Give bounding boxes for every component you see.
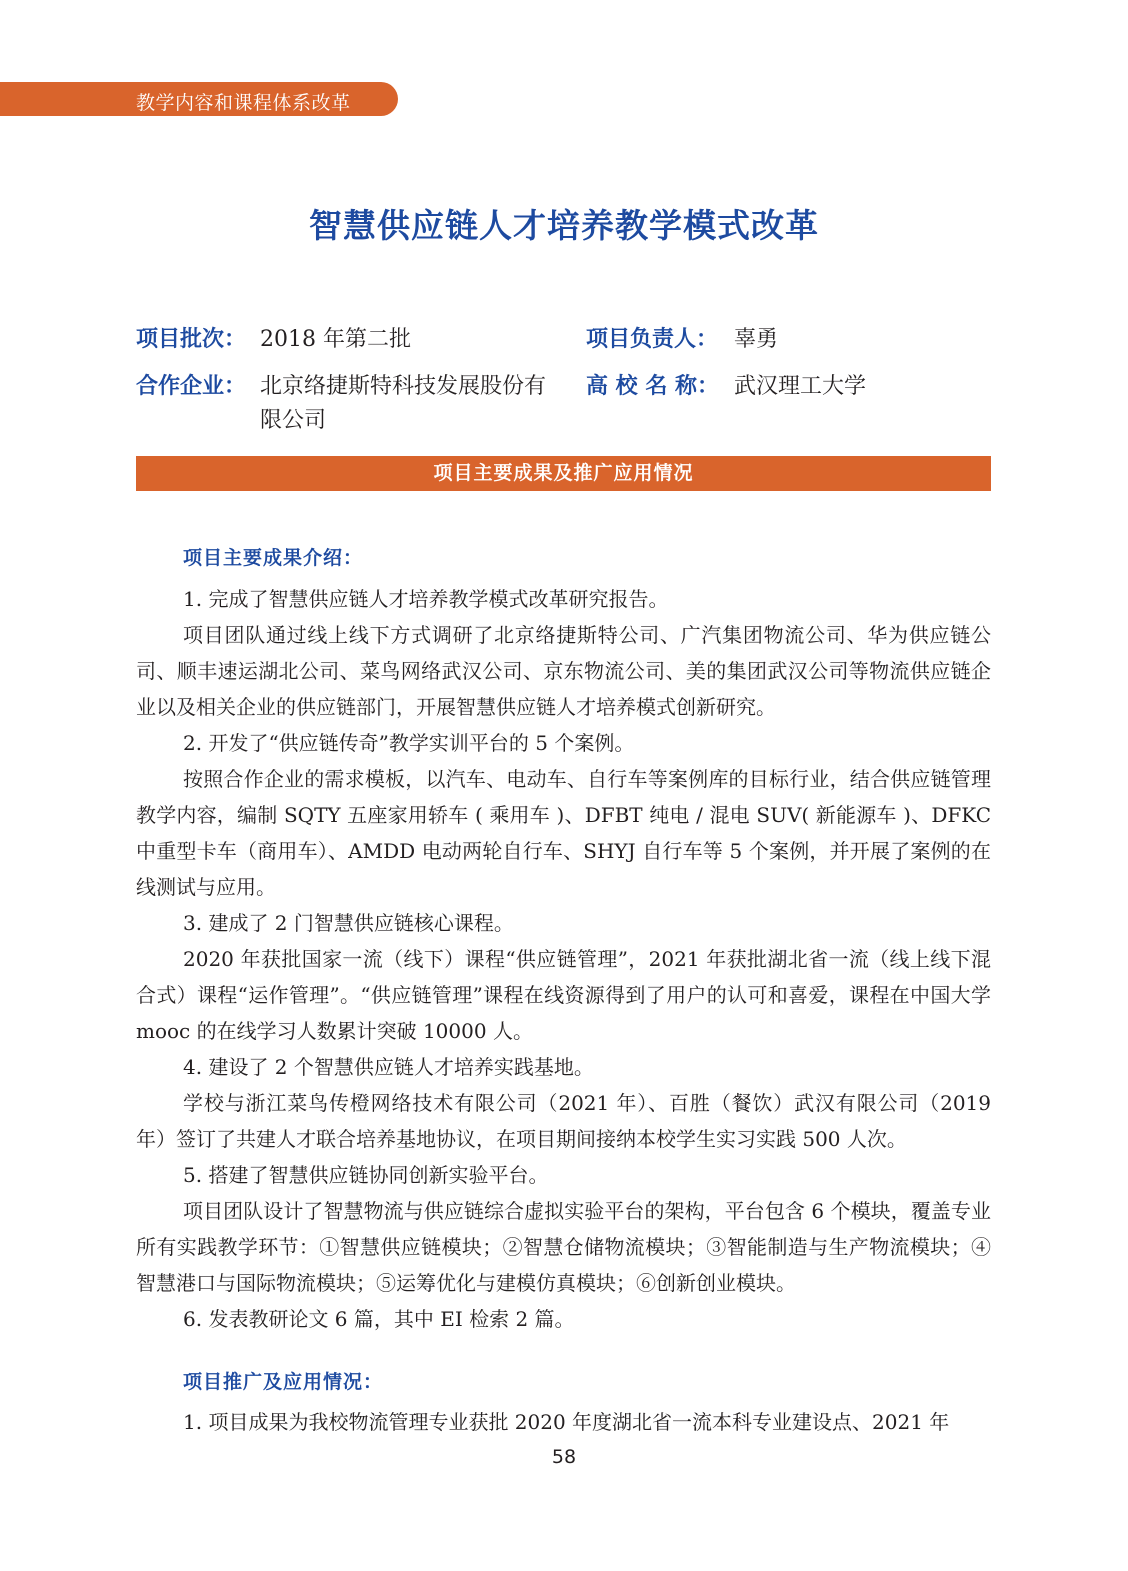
paragraph: 6. 发表教研论文 6 篇，其中 EI 检索 2 篇。: [183, 1307, 575, 1331]
leader-value: 辜勇: [734, 327, 779, 352]
section-tab-label: 教学内容和课程体系改革: [136, 92, 351, 114]
paragraph: 1. 完成了智慧供应链人才培养教学模式改革研究报告。: [183, 587, 669, 611]
results-body: [136, 581, 991, 1337]
paragraph: 项目团队通过线上线下方式调研了北京络捷斯特公司、广汽集团物流公司、华为供应链公司、顺丰速运湖北公司、菜鸟网络武汉公司、京东物流公司、美的集团武汉公司等物流供应链企业以及相关企业的供应链部门，开展智慧供应链人才培养模式创新研究。: [136, 623, 991, 719]
meta-leader: [586, 323, 991, 363]
paragraph: 2. 开发了“供应链传奇”教学实训平台的 5 个案例。: [183, 731, 635, 755]
paragraph: 5. 搭建了智慧供应链协同创新实验平台。: [183, 1163, 549, 1187]
page-title: 智慧供应链人才培养教学模式改革: [309, 206, 819, 245]
school-value: 武汉理工大学: [734, 374, 867, 399]
paragraph: 1. 项目成果为我校物流管理专业获批 2020 年度湖北省一流本科专业建设点、2021 年: [183, 1410, 950, 1434]
meta-enterprise: [136, 370, 576, 442]
batch-label: 项目批次：: [136, 327, 247, 352]
section-heading-application: 项目推广及应用情况：: [183, 1371, 384, 1393]
enterprise-value: 北京络捷斯特科技发展股份有限公司: [260, 374, 547, 433]
section-heading-results: 项目主要成果介绍：: [183, 547, 364, 569]
page-number: 58: [551, 1446, 577, 1468]
paragraph: 2020 年获批国家一流（线下）课程“供应链管理”，2021 年获批湖北省一流（线上线下混合式）课程“运作管理”。“供应链管理”课程在线资源得到了用户的认可和喜爱，课程在中国大学 mooc 的在线学习人数累计突破 10000 人。: [136, 947, 991, 1043]
paragraph: 按照合作企业的需求模板，以汽车、电动车、自行车等案例库的目标行业，结合供应链管理教学内容，编制 SQTY 五座家用轿车 ( 乘用车 )、DFBT 纯电 / 混电 SUV( 新能源车 )、DFKC 中重型卡车（商用车）、AMDD 电动两轮自行车、SHYJ 自行车等 5 个案例，并开展了案例的在线测试与应用。: [136, 767, 991, 899]
meta-school: [586, 370, 991, 410]
school-label: 高 校 名 称：: [586, 374, 719, 399]
meta-batch: [136, 323, 576, 363]
paragraph: 学校与浙江菜鸟传橙网络技术有限公司（2021 年）、百胜（餐饮）武汉有限公司（2019 年）签订了共建人才联合培养基地协议，在项目期间接纳本校学生实习实践 500 人次。: [136, 1091, 991, 1151]
section-tab: [0, 82, 398, 116]
leader-label: 项目负责人：: [586, 327, 719, 352]
paragraph: 项目团队设计了智慧物流与供应链综合虚拟实验平台的架构，平台包含 6 个模块，覆盖专业所有实践教学环节：①智慧供应链模块；②智慧仓储物流模块；③智能制造与生产物流模块；④智慧港口与国际物流模块；⑤运筹优化与建模仿真模块；⑥创新创业模块。: [136, 1199, 991, 1295]
application-body: [136, 1404, 991, 1440]
results-banner: 项目主要成果及推广应用情况: [136, 456, 991, 491]
paragraph: 3. 建成了 2 门智慧供应链核心课程。: [183, 911, 514, 935]
batch-value: 2018 年第二批: [260, 327, 411, 352]
enterprise-label: 合作企业：: [136, 374, 247, 399]
paragraph: 4. 建设了 2 个智慧供应链人才培养实践基地。: [183, 1055, 594, 1079]
